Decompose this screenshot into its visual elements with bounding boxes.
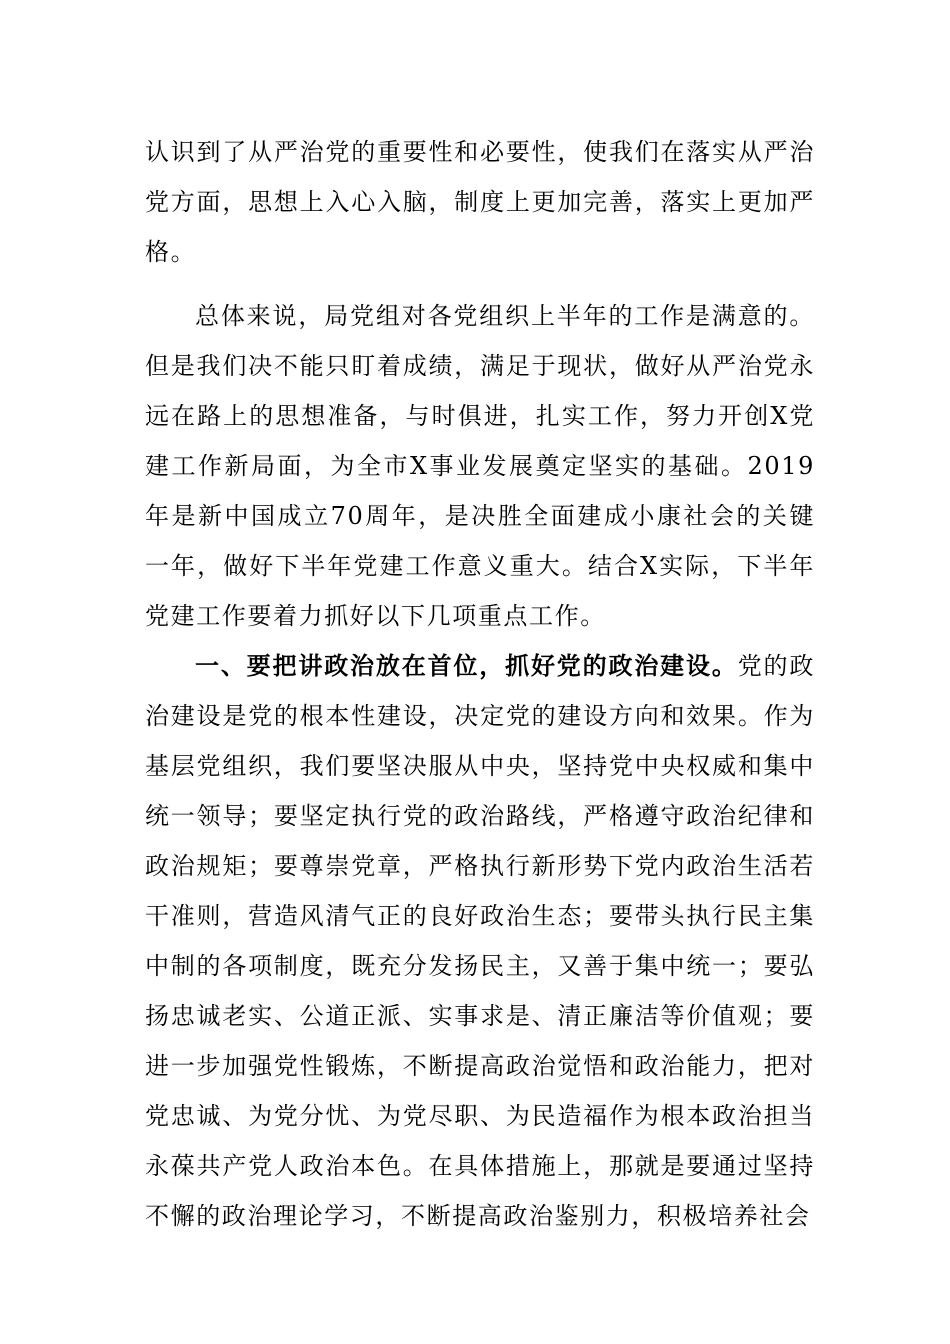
paragraph-summary: 总体来说，局党组对各党组织上半年的工作是满意的。但是我们决不能只盯着成绩，满足于现状，做好从严治党永远在路上的思想准备，与时俱进，扎实工作，努力开创X党建工作新局面，为全市X事业发展奠定坚实的基础。2019年是新中国成立70周年，是决胜全面建成小康社会的关键一年，做好下半年党建工作意义重大。结合X实际，下半年党建工作要着力抓好以下几项重点工作。 <box>145 302 815 630</box>
paragraph-continued: 认识到了从严治党的重要性和必要性，使我们在落实从严治党方面，思想上入心入脑，制度上更加完善，落实上更加严格。 <box>145 138 815 266</box>
document-body <box>145 127 815 1241</box>
paragraph-section-one <box>145 641 815 1241</box>
section-body-text: 党的政治建设是党的根本性建设，决定党的建设方向和效果。作为基层党组织，我们要坚决服从中央，坚持党中央权威和集中统一领导；要坚定执行党的政治路线，严格遵守政治纪律和政治规矩；要尊崇党章，严格执行新形势下党内政治生活若干准则，营造风清气正的良好政治生态；要带头执行民主集中制的各项制度，既充分发扬民主，又善于集中统一；要弘扬忠诚老实、公道正派、实事求是、清正廉洁等价值观；要进一步加强党性锻炼，不断提高政治觉悟和政治能力，把对党忠诚、为党分忧、为党尽职、为民造福作为根本政治担当永葆共产党人政治本色。在具体措施上，那就是要通过坚持不懈的政治理论学习，不断提高政治鉴别力，积极培养社会 <box>145 652 815 1230</box>
section-heading: 一、要把讲政治放在首位，抓好党的政治建设。 <box>195 652 738 680</box>
